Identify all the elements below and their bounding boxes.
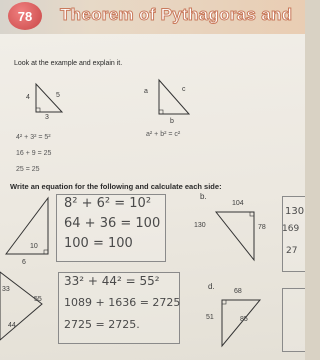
intro-instruction: Look at the example and explain it. bbox=[14, 60, 123, 67]
lesson-title: Theorem of Pythagoras and bbox=[60, 5, 293, 24]
exercise-a-line-2: 64 + 36 = 100 bbox=[64, 216, 161, 231]
exercise-d-side-right: 85 bbox=[240, 316, 248, 323]
exercise-b-letter: b. bbox=[200, 192, 207, 201]
exercise-c-side-bottom: 44 bbox=[8, 322, 16, 329]
example-step-1: 4² + 3² = 5² bbox=[16, 134, 51, 141]
example-step-3: 25 = 25 bbox=[16, 166, 40, 173]
exercise-d-margin-box bbox=[282, 288, 305, 352]
exercise-c-side-top: 33 bbox=[2, 286, 10, 293]
pythagoras-formula: a² + b² = c² bbox=[146, 131, 181, 138]
exercise-b-side-top: 104 bbox=[232, 200, 244, 207]
example-step-2: 16 + 9 = 25 bbox=[16, 150, 52, 157]
exercise-b-side-right: 78 bbox=[258, 224, 266, 231]
exercise-d-side-top: 68 bbox=[234, 288, 242, 295]
general-side-c: c bbox=[182, 86, 186, 93]
lesson-number-badge: 78 bbox=[8, 2, 42, 30]
exercise-a-triangle-icon bbox=[4, 196, 50, 256]
general-side-a: a bbox=[144, 88, 148, 95]
example-side-a: 4 bbox=[26, 94, 30, 101]
exercise-c-line-1: 33² + 44² = 55² bbox=[64, 274, 160, 288]
exercise-a-side-vertical: 10 bbox=[30, 243, 38, 250]
exercise-a-side-bottom: 6 bbox=[22, 259, 26, 266]
example-side-b: 5 bbox=[56, 92, 60, 99]
exercise-d-letter: d. bbox=[208, 282, 215, 291]
exercise-b-side-left: 130 bbox=[194, 222, 206, 229]
general-triangle-icon bbox=[157, 78, 191, 116]
exercise-c-side-right: 55 bbox=[34, 296, 42, 303]
exercise-d-triangle-icon bbox=[220, 298, 262, 348]
exercise-b-note-1: 130 bbox=[285, 206, 305, 217]
exercise-a-line-3: 100 = 100 bbox=[64, 236, 133, 251]
exercise-b-triangle-icon bbox=[214, 210, 256, 262]
example-side-c: 3 bbox=[45, 114, 49, 121]
exercise-a-line-1: 8² + 6² = 10² bbox=[64, 196, 152, 211]
exercise-d-side-left: 51 bbox=[206, 314, 214, 321]
exercise-c-line-3: 2725 = 2725. bbox=[64, 318, 140, 331]
general-side-b: b bbox=[170, 118, 174, 125]
exercise-instruction: Write an equation for the following and calculate each side: bbox=[10, 182, 222, 191]
exercise-b-note-3: 27 bbox=[286, 246, 298, 256]
exercise-c-line-2: 1089 + 1636 = 2725 bbox=[64, 296, 181, 309]
exercise-c-triangle-icon bbox=[0, 270, 44, 342]
exercise-b-note-2: 169 bbox=[282, 224, 300, 234]
